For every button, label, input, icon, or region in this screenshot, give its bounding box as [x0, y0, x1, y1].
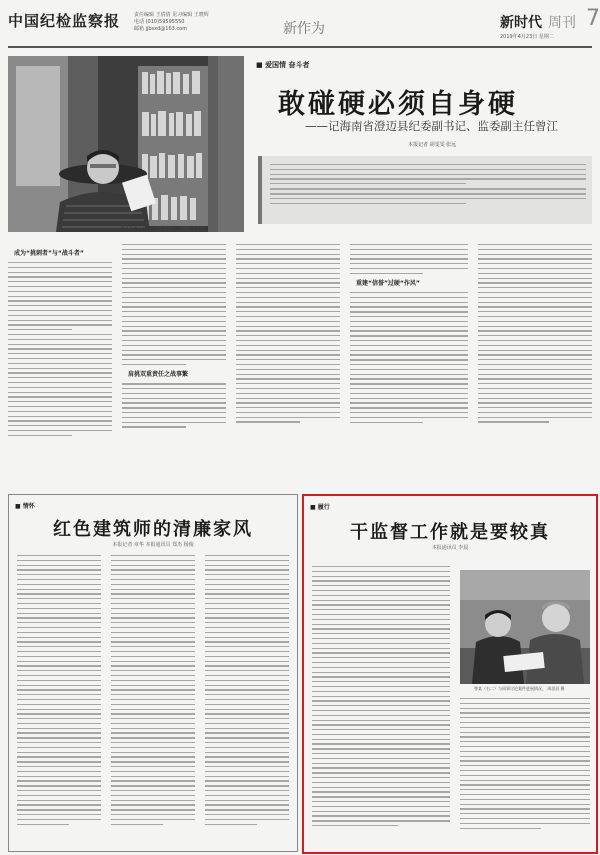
feature-lead-box	[258, 156, 592, 224]
article-headline: 红色建筑师的清廉家风	[53, 519, 253, 540]
feature-headline: 敢碰硬必须自身硬	[278, 89, 518, 120]
article-supervision	[302, 494, 598, 854]
feature-subhead: ——记海南省澄迈县纪委副书记、监委副主任曾江	[305, 119, 558, 133]
issue-date: 2019年4月23日 星期二	[500, 34, 554, 40]
feature-body-column	[350, 244, 468, 426]
section-name: 新作为	[283, 21, 325, 37]
article-body-column	[111, 555, 195, 828]
feature-kicker-text: 爱国情 奋斗者	[265, 61, 310, 69]
feature-photo	[8, 56, 244, 232]
article-body-column	[17, 555, 101, 828]
feature-byline: 本报记者 胡雯雯 张远	[408, 142, 457, 148]
feature-kicker: ■ 爱国情 奋斗者	[256, 61, 310, 69]
article-tag-text: 情怀	[22, 503, 35, 510]
page-label: 周刊	[548, 15, 576, 31]
editor-info	[134, 12, 209, 33]
editor-info-line: 电话 (010)59595550	[134, 19, 185, 25]
editor-info-line: 邮箱 jjbsxd@163.com	[134, 26, 188, 32]
article-photo-image	[460, 570, 590, 684]
column-name: 新时代	[500, 15, 542, 31]
feature-photo-caption: 曾江在办公室查阅有关学习资料。 周思羽 摄	[120, 227, 209, 232]
article-red-architect	[8, 494, 298, 852]
feature-photo-image	[8, 56, 244, 232]
feature-body-column	[122, 244, 226, 431]
newspaper-logo: 中国纪检监察报	[8, 12, 121, 30]
feature-lead-text	[270, 164, 586, 208]
editor-info-line: 责任编辑 王倩倩 见习编辑 王晓辉	[134, 12, 209, 18]
article-tag: ■ 情怀	[15, 503, 35, 510]
feature-column-subhead: 肩挑双重责任之战事繁	[128, 371, 189, 379]
article-photo-caption: 曾某（右二）与同事讨论案件进展情况。 周思羽 摄	[474, 686, 565, 691]
article-byline: 本报记者 章华 本报通讯员 郑杰 杨俊	[112, 542, 194, 548]
feature-column-subhead: 重建“信誉”过硬“作风”	[356, 280, 420, 288]
article-tag-text: 履行	[317, 504, 330, 511]
article-body-column	[312, 566, 450, 830]
feature-column-subhead: 成为“挑刺者”与“战斗者”	[14, 250, 84, 257]
article-tag: ■ 履行	[310, 504, 330, 511]
article-byline: 本报通讯员 李晨	[431, 545, 469, 551]
page-number: 7	[586, 6, 600, 31]
article-headline: 干监督工作就是要较真	[350, 522, 550, 543]
feature-body-column	[8, 244, 112, 439]
article-body-column	[205, 555, 289, 828]
article-body-column	[460, 698, 590, 832]
feature-body-column	[478, 244, 592, 426]
feature-body-column	[236, 244, 340, 426]
article-photo	[460, 570, 590, 684]
masthead	[8, 6, 600, 48]
